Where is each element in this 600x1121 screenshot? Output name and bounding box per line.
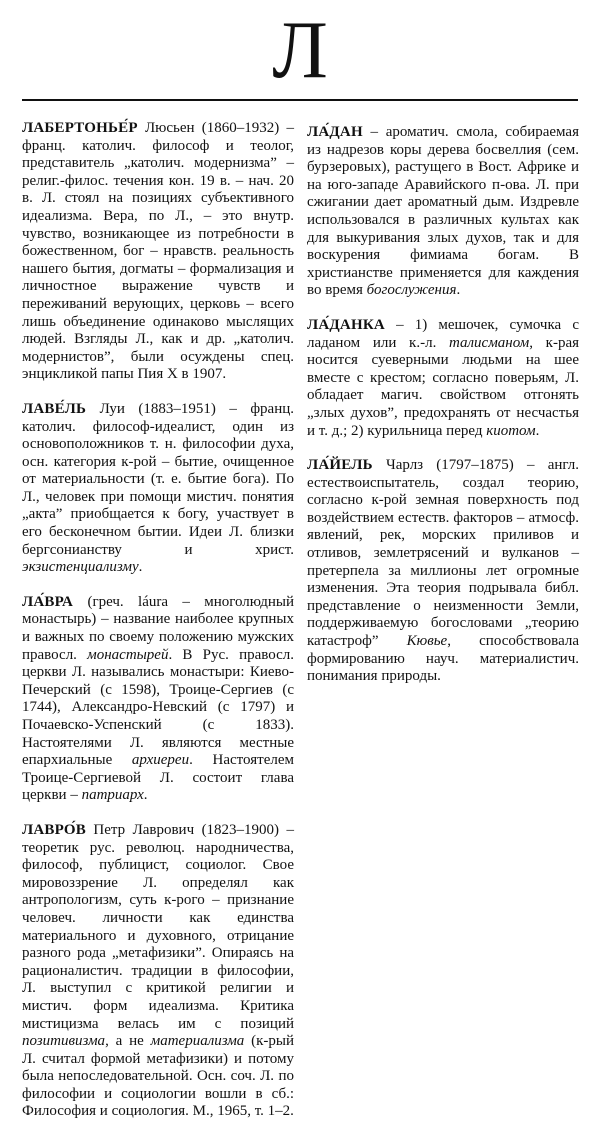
cross-reference: материализма (150, 1033, 245, 1050)
entry-labertonier (22, 120, 294, 384)
entry-ladan: ЛА́ДАН – ароматич. смола, собираемая из надрезов коры дерева босвеллия (сем. бурзеровых), растущего в Вост. Африке и на юго-западе Аравийского п-ова. Л. при сжигании дает ароматный дым. Издревле использовался в различных культах как для выкуривания злых духов, так и для воскурения фимиама богам. В христианстве применяется для каждения во время богослужения. (307, 124, 579, 299)
entry-text: Луи (1883–1951) – франц. католич. философ-идеалист, один из основоположников т. н. философии духа, осн. категория к-рой – бытие, очищенное от материальности (т. е. бытие бога). По Л., человек при помощи мистич. понятия „акта” приобщается к богу, участвует в его бесконечном бытии. Идеи Л. близки бергсонианству и христ. (22, 400, 294, 558)
cross-reference: богослужения (366, 282, 457, 299)
entry-lavel: ЛАВЕ́ЛЬ Луи (1883–1951) – франц. католич. философ-идеалист, один из основоположников т. н. философии духа, осн. категория к-рой – бытие, очищенное от материальности (т. е. бытие бога). По Л., человек при помощи мистич. понятия „акта” приобщается к богу, участвует в его бесконечном бытии. Идеи Л. близки бергсонианству и христ. экзистенциализму. (22, 400, 294, 576)
entry-headword: ЛА́ДАНКА (307, 316, 385, 333)
entry-headword: ЛА́ВРА (22, 593, 74, 610)
entry-layel: ЛА́ЙЕЛЬ Чарлз (1797–1875) – англ. естествоиспытатель, создал теорию, согласно к-рой земная поверхность под воздействием естеств. факторов – атмосф. явлений, рек, морских приливов и отливов, землетрясений и вулканов – претерпела за миллионы лет огромные изменения. Эта теория подрывала библ. представление о неизменности Земли, поддерживаемую богословами „теорию катастроф” Кювье, способствовала формированию науч. материалистич. понимания природы. (307, 457, 579, 685)
cross-reference: архиереи (131, 752, 190, 769)
entry-headword: ЛА́ЙЕЛЬ (307, 457, 373, 474)
cross-reference: монастырей (87, 646, 169, 663)
cross-reference: талисманом (449, 334, 530, 351)
cross-reference: киотом (486, 422, 536, 439)
right-column (307, 124, 579, 686)
entry-text: – 1) мешочек, сумочка с ладаном или к.-л. (307, 316, 579, 351)
section-letter: Л (272, 4, 328, 95)
entry-text: Люсьен (1860–1932) – франц. католич. философ и теолог, представитель „католич. модернизма” – религ.-филос. течения кон. 19 в. – нач. 20 в. Л. стоял на позициях субъективного идеализма. Вера, по Л., – это внутр. чувство, возникающее из потребности в божественном, бог – нравств. реальность нашего бытия, догматы – формализация и личностное выражение чувств и переживаний верующих, церковь – всего лишь объединение одинаково мыслящих людей. Взгляды Л., как и др. „католич. модернистов”, были осуждены спец. энцикликой папы Пия X в 1907. (22, 120, 294, 383)
entry-headword: ЛАВРО́В (22, 821, 86, 838)
cross-reference: позитивизма (22, 1033, 106, 1050)
cross-reference: Кювье (406, 633, 448, 650)
entry-headword: ЛА́ДАН (307, 124, 363, 140)
cross-reference: экзистенциализму (22, 559, 139, 576)
entry-headword: ЛАВЕ́ЛЬ (22, 400, 87, 417)
entry-lavra: ЛА́ВРА (греч. láura – многолюдный монастырь) – название наиболее крупных и важных по своему положению мужских правосл. монастырей. В Рус. правосл. церкви Л. назывались монастыри: Киево-Печерский (с 1598), Троице-Сергиев (с 1744), Александро-Невский (с 1797) и Почаевско-Успенский (с 1833). Настоятелями Л. являются местные епархиальные архиереи. Настоятелем Троице-Сергиевой Л. состоит глава церкви – патриарх. (22, 593, 295, 804)
header-rule (22, 99, 578, 101)
entry-headword: ЛАБЕРТОНЬЕ́Р (22, 120, 138, 136)
entry-text: – ароматич. смола, собираемая из надрезов коры дерева босвеллия (сем. бурзеровых), растущего в Вост. Африке и на юго-западе Аравийского п-ова. Л. при сжигании дает ароматный дым. Издревле использовался в различных культах как для выкуривания злых духов, так и для воскурения фимиама богам. В христианстве применяется для каждения во время (307, 124, 579, 299)
left-column (22, 120, 294, 1121)
entry-ladanka: ЛА́ДАНКА – 1) мешочек, сумочка с ладаном или к.-л. талисманом, к-рая носится суеверными людьми на шее вместе с крестом; согласно поверьям, Л. обладает магич. свойством отгонять „злых духов”, предохранять от несчастья и т. д.; 2) курильница перед киотом. (307, 316, 579, 439)
entry-text: Петр Лаврович (1823–1900) – теоретик рус. революц. народничества, философ, публицист, социолог. Свое мировоззрение Л. определял как антропологизм, суть к-рого – признание человеч. личности как единства материального и духовного, отрицание разного рода „метафизики”. Опираясь на рационалистич. традиции в философии, Л. выступил с критикой религии и мистич. форм идеализма. Критика мистицизма велась им с позиций (22, 821, 294, 1032)
cross-reference: патриарх (81, 787, 144, 804)
entry-text: Чарлз (1797–1875) – англ. естествоиспытатель, создал теорию, согласно к-рой земная поверхность под воздействием естеств. факторов – атмосф. явлений, рек, морских приливов и отливов, землетрясений и вулканов – претерпела за миллионы лет огромные изменения. Эта теория подрывала библ. представление о неизменности Земли, поддерживаемую богословами „теорию катастроф” (307, 457, 579, 650)
entry-lavrov: ЛАВРО́В Петр Лаврович (1823–1900) – теоретик рус. революц. народничества, философ, публицист, социолог. Свое мировоззрение Л. определял как антропологизм, суть к-рого – признание человеч. личности как единства материального и духовного, отрицание разного рода „метафизики”. Опираясь на рационалистич. традиции в философии, Л. выступил с критикой религии и мистич. форм идеализма. Критика мистицизма велась им с позиций позитивизма, а не материализма (к-рый Л. считал формой метафизики) и потому была непоследовательной. Осн. соч. Л. по философии и социологии вошли в сб.: Философия и социология. М., 1965, т. 1–2. (22, 821, 295, 1120)
entry-text: (греч. láura – многолюдный монастырь) – название наиболее крупных и важных по своему положению мужских правосл. (22, 593, 294, 663)
